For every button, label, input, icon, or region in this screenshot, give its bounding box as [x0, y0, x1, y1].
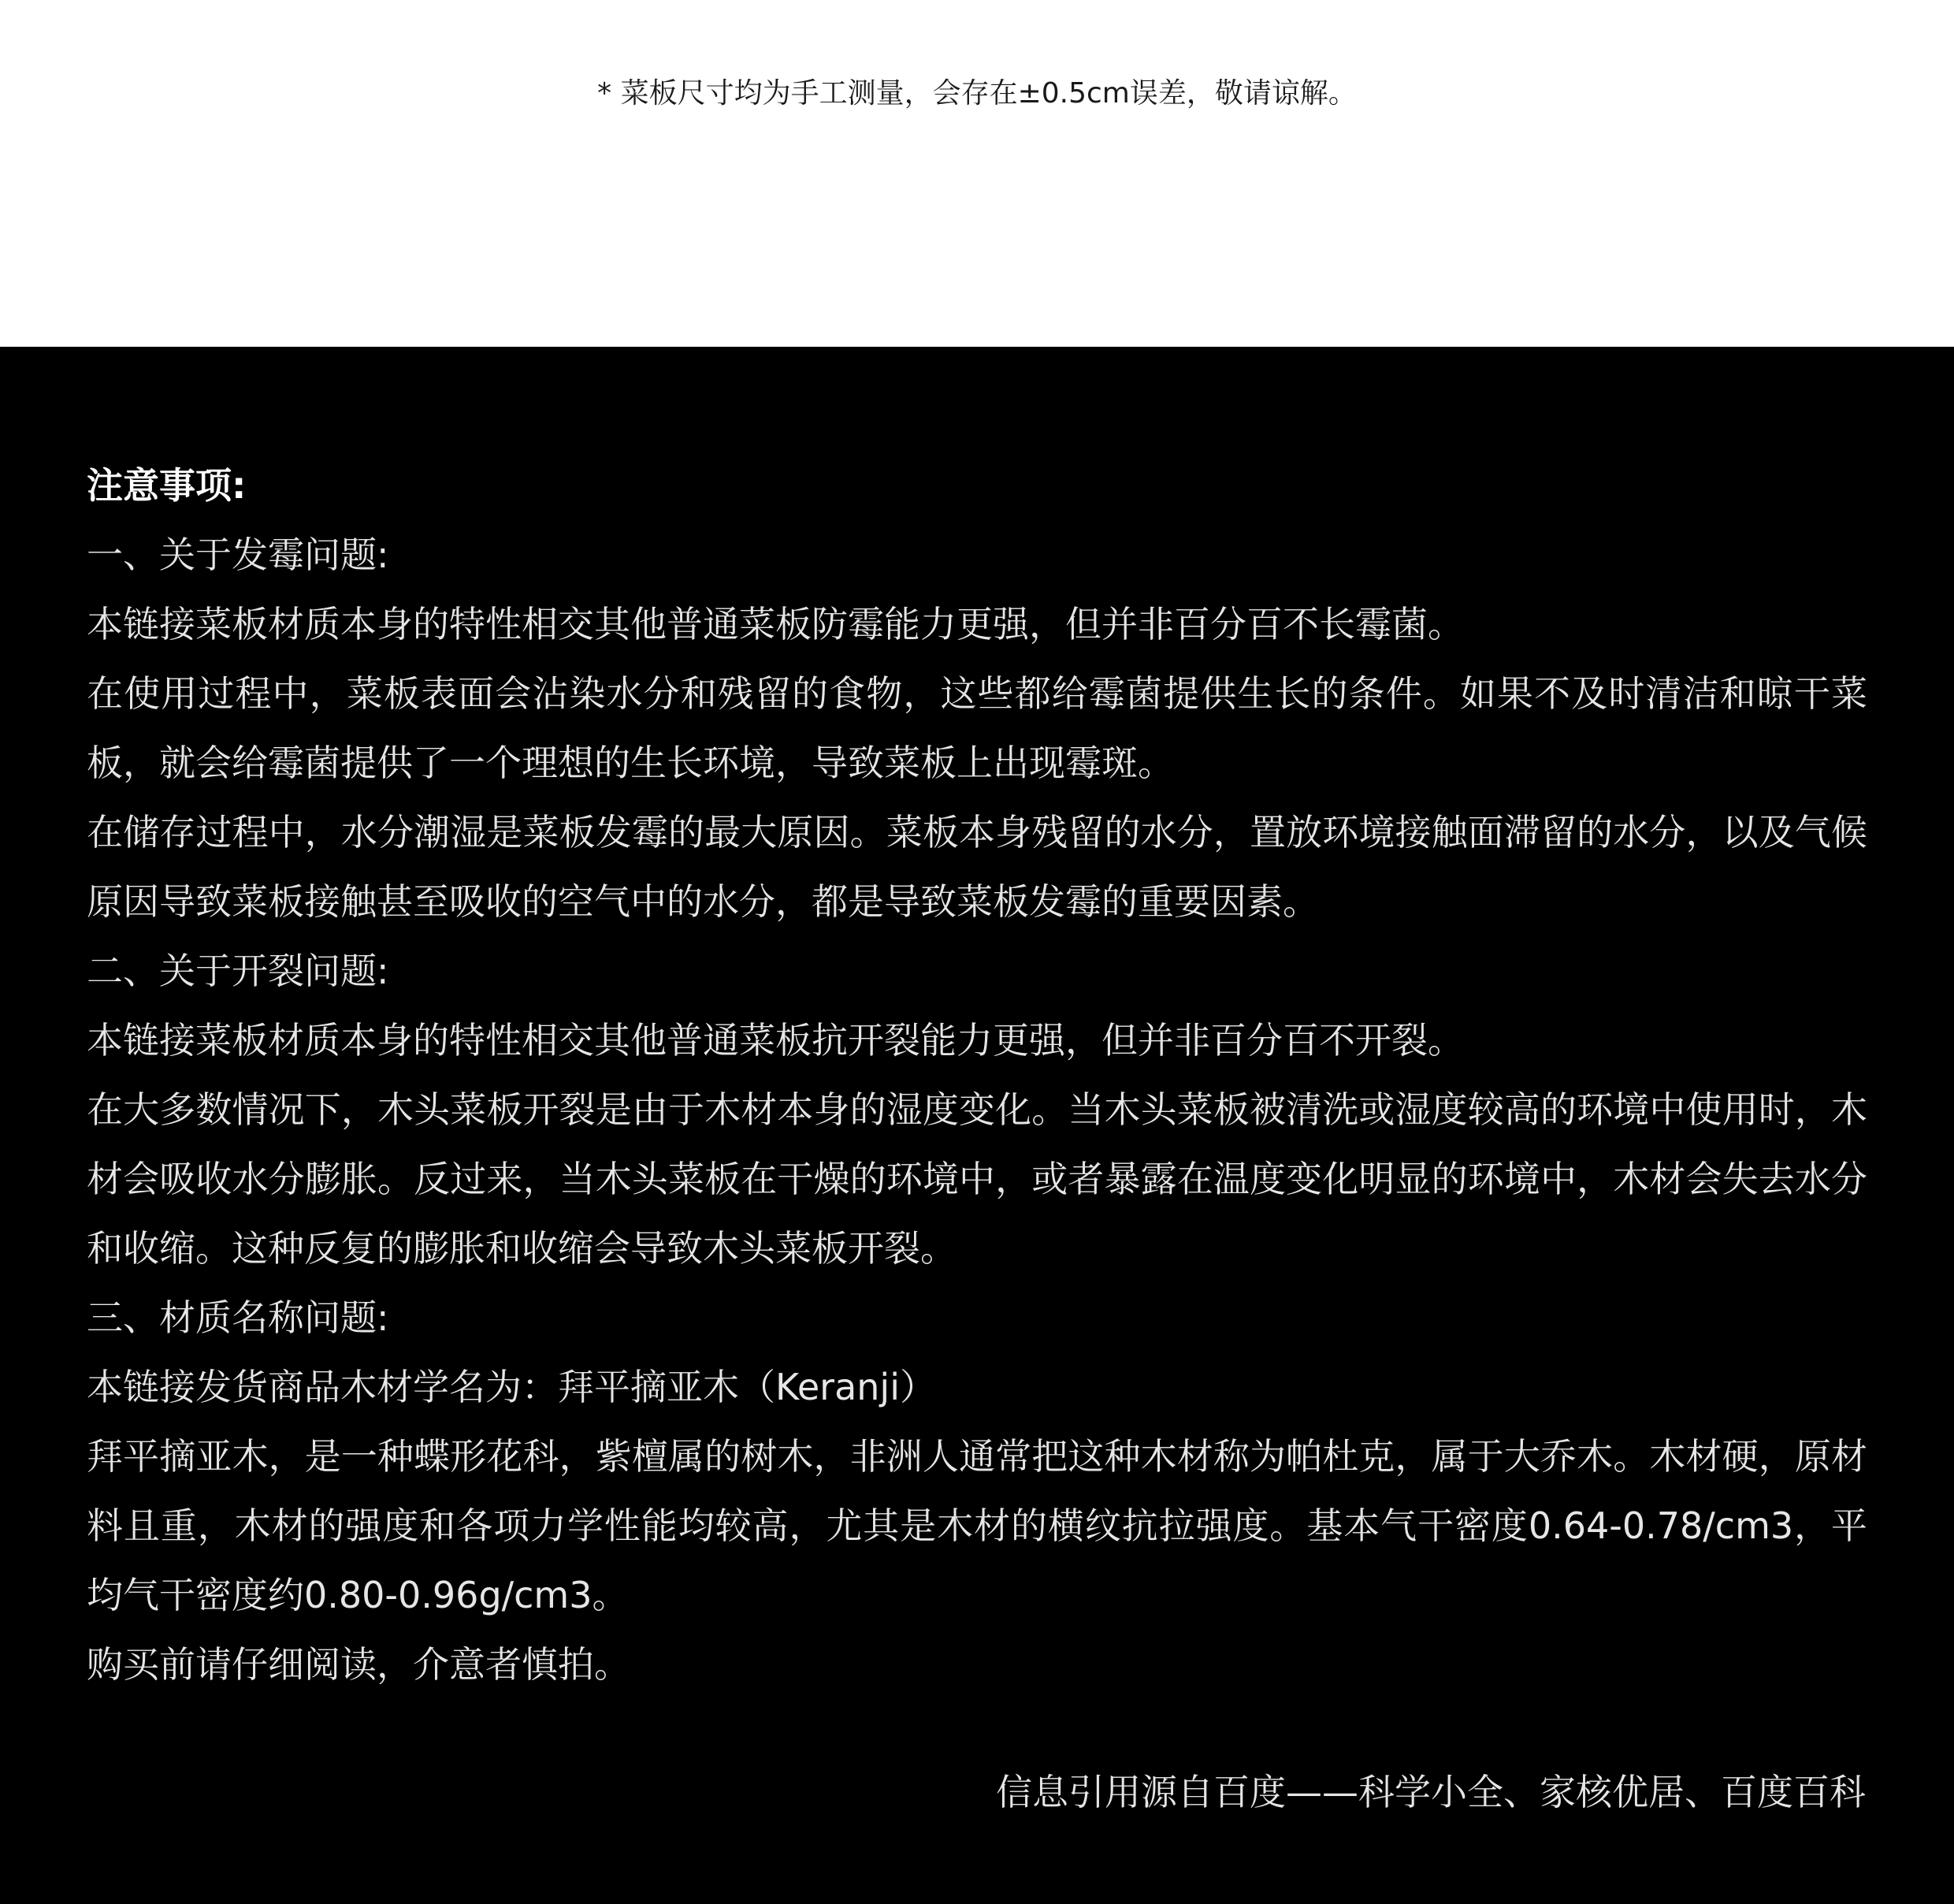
mold-paragraph-2: 在使用过程中，菜板表面会沾染水分和残留的食物，这些都给霉菌提供生长的条件。如果不及时清洁和晾干菜板，就会给霉菌提供了一个理想的生长环境，导致菜板上出现霉斑。 — [87, 672, 1867, 784]
notice-body — [87, 451, 1867, 1699]
size-disclaimer: * 菜板尺寸均为手工测量，会存在±0.5cm误差，敬请谅解。 — [597, 77, 1357, 110]
material-heading: 三、材质名称问题: — [87, 1296, 389, 1339]
notice-section — [0, 347, 1954, 1904]
notice-title: 注意事项: — [87, 464, 247, 507]
crack-paragraph-2: 在大多数情况下，木头菜板开裂是由于木材本身的湿度变化。当木头菜板被清洗或湿度较高的环境中使用时，木材会吸收水分膨胀。反过来，当木头菜板在干燥的环境中，或者暴露在温度变化明显的环境中，木材会失去水分和收缩。这种反复的膨胀和收缩会导致木头菜板开裂。 — [87, 1088, 1867, 1270]
mold-paragraph-1: 本链接菜板材质本身的特性相交其他普通菜板防霉能力更强，但并非百分百不长霉菌。 — [87, 603, 1464, 645]
mold-heading: 一、关于发霉问题: — [87, 534, 389, 576]
source-citation: 信息引用源自百度——科学小全、家核优居、百度百科 — [996, 1771, 1866, 1813]
mold-paragraph-3: 在储存过程中，水分潮湿是菜板发霉的最大原因。菜板本身残留的水分，置放环境接触面滞留的水分，以及气候原因导致菜板接触甚至吸收的空气中的水分，都是导致菜板发霉的重要因素。 — [87, 811, 1867, 923]
top-section — [0, 0, 1954, 347]
material-paragraph-1: 本链接发货商品木材学名为：拜平摘亚木（Keranji） — [87, 1366, 936, 1408]
crack-paragraph-1: 本链接菜板材质本身的特性相交其他普通菜板抗开裂能力更强，但并非百分百不开裂。 — [87, 1019, 1464, 1062]
material-paragraph-2: 拜平摘亚木，是一种蝶形花科，紫檀属的树木，非洲人通常把这种木材称为帕杜克，属于大乔木。木材硬，原材料且重，木材的强度和各项力学性能均较高，尤其是木材的横纹抗拉强度。基本气干密度0.64-0.78/cm3，平均气干密度约0.80-0.96g/cm3。 — [87, 1435, 1867, 1616]
closing-note: 购买前请仔细阅读，介意者慎拍。 — [87, 1643, 630, 1686]
crack-heading: 二、关于开裂问题: — [87, 950, 389, 992]
